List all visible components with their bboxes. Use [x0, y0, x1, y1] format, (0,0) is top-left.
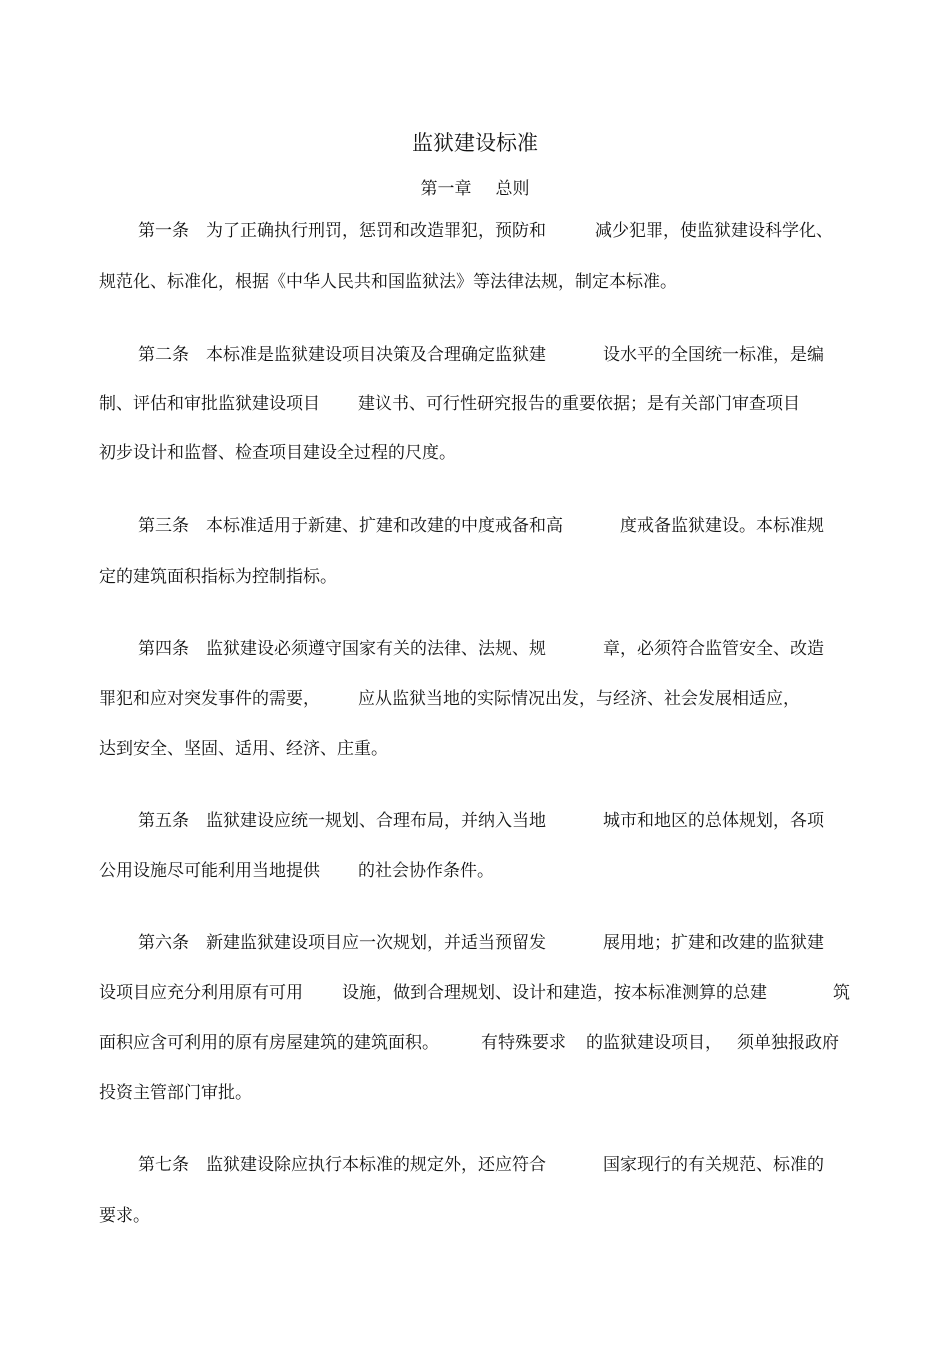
chapter-heading — [0, 176, 950, 202]
chapter-name: 总则 — [495, 179, 530, 199]
article-text: 监狱建设除应执行本标准的规定外，还应符合 — [206, 1155, 546, 1175]
article-label: 第五条 — [138, 811, 189, 831]
article-text: 罪犯和应对突发事件的需要， — [99, 689, 320, 709]
article-label: 第三条 — [138, 516, 189, 536]
article-text: 要求。 — [99, 1206, 150, 1226]
article-text: 新建监狱建设项目应一次规划，并适当预留发 — [206, 933, 546, 953]
article-text: 监狱建设必须遵守国家有关的法律、法规、规 — [206, 639, 546, 659]
article-text: 为了正确执行刑罚，惩罚和改造罪犯，预防和 — [206, 221, 546, 241]
article-text: 须单独报政府 — [737, 1033, 839, 1053]
article-text: 国家现行的有关规范、标准的 — [603, 1155, 824, 1175]
article-text: 设施，做到合理规划、设计和建造，按本标准测算的总建 — [342, 983, 767, 1003]
article-text: 应从监狱当地的实际情况出发，与经济、社会发展相适应， — [358, 689, 800, 709]
article-text: 面积应含可利用的原有房屋建筑的建筑面积。 — [99, 1033, 439, 1053]
article-label: 第四条 — [138, 639, 189, 659]
article-text: 投资主管部门审批。 — [99, 1083, 252, 1103]
document-title: 监狱建设标准 — [412, 131, 538, 155]
article-text: 设项目应充分利用原有可用 — [99, 983, 303, 1003]
article-text: 规范化、标准化，根据《中华人民共和国监狱法》等法律法规，制定本标准。 — [99, 272, 677, 292]
article-text: 制、评估和审批监狱建设项目 — [99, 394, 320, 414]
article-text: 城市和地区的总体规划，各项 — [603, 811, 824, 831]
article-label: 第二条 — [138, 345, 189, 365]
article-text: 本标准适用于新建、扩建和改建的中度戒备和高 — [206, 516, 563, 536]
article-text: 监狱建设应统一规划、合理布局，并纳入当地 — [206, 811, 546, 831]
article-text: 章，必须符合监管安全、改造 — [603, 639, 824, 659]
article-text: 建议书、可行性研究报告的重要依据；是有关部门审查项目 — [358, 394, 800, 414]
article-text: 定的建筑面积指标为控制指标。 — [99, 567, 337, 587]
article-label: 第六条 — [138, 933, 189, 953]
chapter-number: 第一章 — [420, 179, 472, 199]
article-text: 筑 — [833, 983, 850, 1003]
article-text: 设水平的全国统一标准，是编 — [603, 345, 824, 365]
article-text: 展用地；扩建和改建的监狱建 — [603, 933, 824, 953]
article-text: 本标准是监狱建设项目决策及合理确定监狱建 — [206, 345, 546, 365]
article-text: 度戒备监狱建设。本标准规 — [620, 516, 824, 536]
article-text: 的监狱建设项目， — [586, 1033, 722, 1053]
article-text: 公用设施尽可能利用当地提供 — [99, 861, 320, 881]
article-text: 的社会协作条件。 — [358, 861, 494, 881]
article-text: 减少犯罪，使监狱建设科学化、 — [595, 221, 833, 241]
article-text: 有特殊要求 — [481, 1033, 566, 1053]
article-label: 第七条 — [138, 1155, 189, 1175]
article-label: 第一条 — [138, 221, 189, 241]
article-text: 达到安全、坚固、适用、经济、庄重。 — [99, 739, 388, 759]
article-text: 初步设计和监督、检查项目建设全过程的尺度。 — [99, 443, 456, 463]
